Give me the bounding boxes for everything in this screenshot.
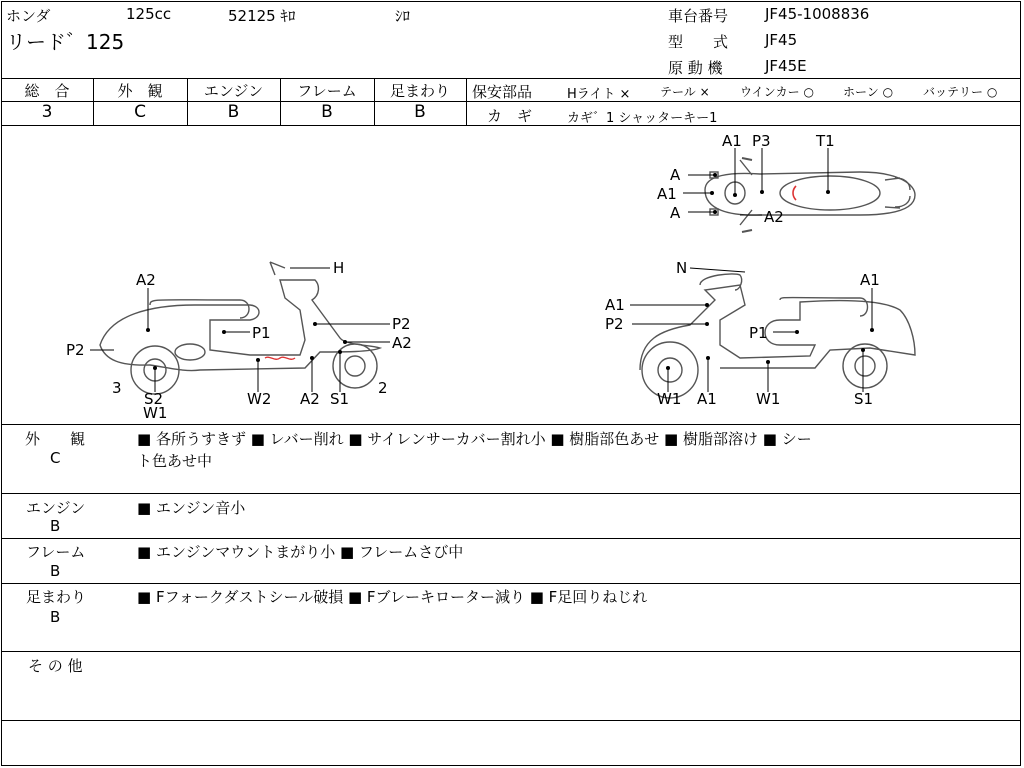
grade-sogo-value: 3 [41,102,53,122]
divider [1,538,1021,539]
safety-label: 保安部品 [472,83,533,101]
grade-ashi-label: 足まわり [389,82,450,100]
scooter-right-view [640,274,915,398]
grade-gaikan-label: 外 観 [117,82,163,100]
diagram-label: N [676,259,688,277]
maker: ホンダ [6,7,51,25]
remark-category: フレーム [26,543,86,561]
grade-gaikan-value: C [134,102,146,122]
engine-label: 原 動 機 [668,59,723,77]
key-label: カ ギ [487,107,533,125]
remark-grade: B [50,562,61,580]
safety-battery: バッテリー ○ [923,85,998,99]
safety-headlight: Hライト × [567,87,631,102]
damage-diagram [0,126,1024,424]
diagram-label: H [333,259,345,277]
remark-text: ■ エンジン音小 [137,499,246,517]
diagram-label: A2 [136,271,156,289]
diagram-label: P3 [752,132,771,150]
divider [1,493,1021,494]
diagram-label: W2 [247,390,272,408]
divider [466,78,467,125]
diagram-label: A2 [392,334,412,352]
grade-ashi-value: B [414,102,426,122]
remark-text: ト色あせ中 [137,452,213,470]
remark-category: そ の 他 [28,657,83,675]
diagram-label: 2 [378,379,388,397]
grade-engine-value: B [227,102,240,122]
divider [1,78,1021,79]
remark-grade: B [50,517,61,535]
remark-category: 外 観 [25,430,86,448]
frame-no: JF45-1008836 [765,5,870,23]
remark-category: 足まわり [26,588,87,606]
remark-grade: B [50,608,61,626]
diagram-label: A [670,166,681,184]
diagram-label: P2 [392,315,411,333]
mileage: 52125 ｷﾛ [228,7,296,25]
displacement: 125cc [126,5,172,23]
diagram-label: W1 [756,390,781,408]
frame-no-label: 車台番号 [668,7,729,25]
remark-category: エンジン [26,499,86,517]
diagram-label: S1 [854,390,874,408]
divider [1,651,1021,652]
type-value: JF45 [765,31,798,49]
grade-sogo-label: 総 合 [24,82,70,100]
diagram-label: A2 [764,208,784,226]
divider [1,424,1021,425]
grade-engine-label: エンジン [203,82,264,100]
model-name: リード゛125 [6,30,125,54]
diagram-label: A1 [605,296,625,314]
type-label: 型 式 [668,33,729,51]
diagram-label: A1 [722,132,742,150]
remark-grade: C [50,449,61,467]
divider [1,720,1021,721]
diagram-label: P1 [749,324,768,342]
color: ｼﾛ [395,7,411,25]
engine-value: JF45E [765,57,807,75]
diagram-label: S2 [144,390,164,408]
divider [466,101,1021,102]
safety-winker: ウインカー ○ [740,85,814,99]
diagram-label: T1 [816,132,835,150]
diagram-label: A1 [860,271,880,289]
diagram-label: A [670,204,681,222]
diagram-label: S1 [330,390,350,408]
diagram-label: W1 [657,390,682,408]
safety-horn: ホーン ○ [843,85,894,99]
divider [1,583,1021,584]
diagram-label: 3 [112,379,122,397]
key-value: カギ゛1 シャッターキー1 [567,111,718,126]
diagram-label: W1 [143,404,168,422]
diagram-label: P1 [252,324,271,342]
diagram-label: A1 [697,390,717,408]
diagram-label: P2 [66,341,85,359]
remark-text: ■ Fフォークダストシール破損 ■ Fブレーキローター減り ■ F足回りねじれ [137,588,648,606]
grade-frame-label: フレーム [297,82,357,100]
remark-text: ■ 各所うすきず ■ レバー削れ ■ サイレンサーカバー割れ小 ■ 樹脂部色あせ ■ 樹脂部溶け ■ シー [137,430,812,448]
remark-text: ■ エンジンマウントまがり小 ■ フレームさび中 [137,543,464,561]
diagram-label: P2 [605,315,624,333]
safety-tail: テール × [660,85,710,99]
grade-frame-value: B [321,102,333,122]
diagram-label: A2 [300,390,320,408]
diagram-label: A1 [657,185,677,203]
